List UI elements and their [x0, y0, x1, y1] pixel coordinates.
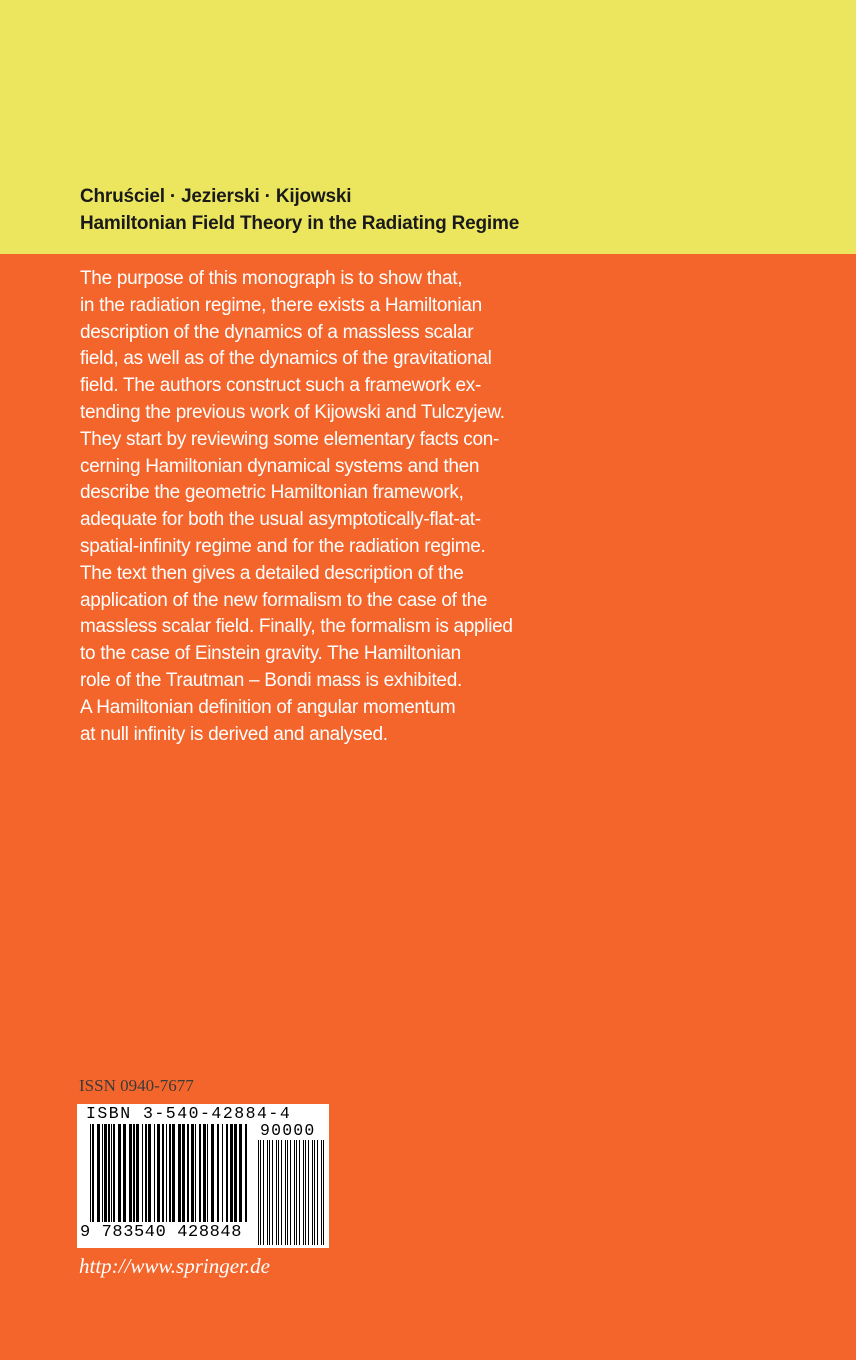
barcode-bar [278, 1140, 279, 1245]
description-line: application of the new formalism to the case of the [80, 589, 488, 611]
issn-number: ISSN 0940-7677 [79, 1076, 194, 1095]
barcode-bar [312, 1140, 313, 1245]
barcode-bar [195, 1124, 196, 1222]
barcode-bar [182, 1124, 185, 1222]
description-line: description of the dynamics of a massless scalar [80, 321, 474, 343]
barcode-bar [118, 1124, 121, 1222]
description-line: to the case of Einstein gravity. The Hamiltonian [80, 643, 461, 665]
ean-number: 9 783540 428848 [80, 1223, 243, 1242]
barcode-bar [317, 1140, 318, 1245]
barcode-bar [203, 1124, 206, 1222]
barcode-bar [287, 1140, 288, 1245]
barcode-bar [267, 1140, 268, 1245]
barcode-bar [178, 1124, 181, 1222]
barcode-bar [276, 1140, 277, 1245]
barcode-bar [258, 1140, 259, 1245]
barcode-bar [305, 1140, 306, 1245]
description-line: field, as well as of the dynamics of the gravitational [80, 348, 492, 370]
book-authors: Chruściel · Jezierski · Kijowski [80, 186, 352, 207]
barcode-bar [226, 1124, 228, 1222]
barcode-bar [260, 1140, 261, 1245]
description-line: The purpose of this monograph is to show that, [80, 268, 463, 289]
barcode-bar [217, 1124, 219, 1222]
description-line: in the radiation regime, there exists a Hamiltonian [80, 294, 482, 316]
barcode-bar [263, 1140, 264, 1245]
addon-barcode [258, 1140, 324, 1245]
description-line: field. The authors construct such a framework ex- [80, 375, 482, 397]
barcode-bar [92, 1124, 94, 1222]
barcode-bar [245, 1124, 247, 1222]
barcode-bar [148, 1124, 151, 1222]
barcode-bar [281, 1140, 282, 1245]
barcode-bar [145, 1124, 147, 1222]
barcode-bar [191, 1124, 194, 1222]
barcode-bar [102, 1124, 103, 1222]
description-line: The text then gives a detailed description of the [80, 562, 464, 584]
barcode-bar [104, 1124, 107, 1222]
barcode-bar [187, 1124, 189, 1222]
barcode-bar [129, 1124, 132, 1222]
barcode-bar [230, 1124, 233, 1222]
barcode-bar [314, 1140, 315, 1245]
publisher-url[interactable]: http://www.springer.de [79, 1254, 270, 1278]
barcode-bar [308, 1140, 309, 1245]
barcode-bar [157, 1124, 160, 1222]
barcode-bar [97, 1124, 100, 1222]
barcode-bar [133, 1124, 135, 1222]
barcode-bar [299, 1140, 300, 1245]
barcode-bar [113, 1124, 115, 1222]
description-line: at null infinity is derived and analysed. [80, 723, 388, 745]
barcode-bar [172, 1124, 175, 1222]
barcode-bar [272, 1140, 273, 1245]
barcode-bar [169, 1124, 171, 1222]
addon-number: 90000 [260, 1121, 316, 1140]
barcode-bar [321, 1140, 322, 1245]
description-line: They start by reviewing some elementary facts con- [80, 428, 500, 450]
barcode-bar [290, 1140, 291, 1245]
barcode-bar [166, 1124, 167, 1222]
barcode-bar [207, 1124, 208, 1222]
barcode-bar [123, 1124, 126, 1222]
barcode-bar [294, 1140, 295, 1245]
description-line: spatial-infinity regime and for the radiation regime. [80, 535, 486, 557]
barcode-bar [222, 1124, 223, 1222]
barcode-bar [234, 1124, 237, 1222]
description-line: role of the Trautman – Bondi mass is exhibited. [80, 669, 462, 691]
barcode-bar [136, 1124, 139, 1222]
barcode-bar [111, 1124, 112, 1222]
description-line: A Hamiltonian definition of angular momentum [80, 696, 456, 718]
barcode-bar [162, 1124, 164, 1222]
barcode-bar [90, 1124, 91, 1222]
barcode-bar [296, 1140, 297, 1245]
barcode-bar [239, 1124, 242, 1222]
barcode-bar [269, 1140, 270, 1245]
description-line: adequate for both the usual asymptotically-flat-at- [80, 509, 481, 531]
barcode-bar [303, 1140, 304, 1245]
isbn-text: ISBN 3-540-42884-4 [86, 1104, 292, 1123]
barcode-bar [154, 1124, 155, 1222]
description-line: massless scalar field. Finally, the formalism is applied [80, 616, 513, 638]
description-line: tending the previous work of Kijowski and Tulczyjew. [80, 401, 505, 423]
barcode-bar [142, 1124, 143, 1222]
ean-barcode [90, 1124, 247, 1222]
barcode-bar [285, 1140, 286, 1245]
description-line: describe the geometric Hamiltonian framework, [80, 482, 464, 504]
barcode-bar [211, 1124, 214, 1222]
barcode-bar [323, 1140, 324, 1245]
book-title: Hamiltonian Field Theory in the Radiating Regime [80, 213, 520, 234]
barcode-bar [199, 1124, 201, 1222]
description-line: cerning Hamiltonian dynamical systems and then [80, 455, 480, 477]
barcode-bar [108, 1124, 110, 1222]
